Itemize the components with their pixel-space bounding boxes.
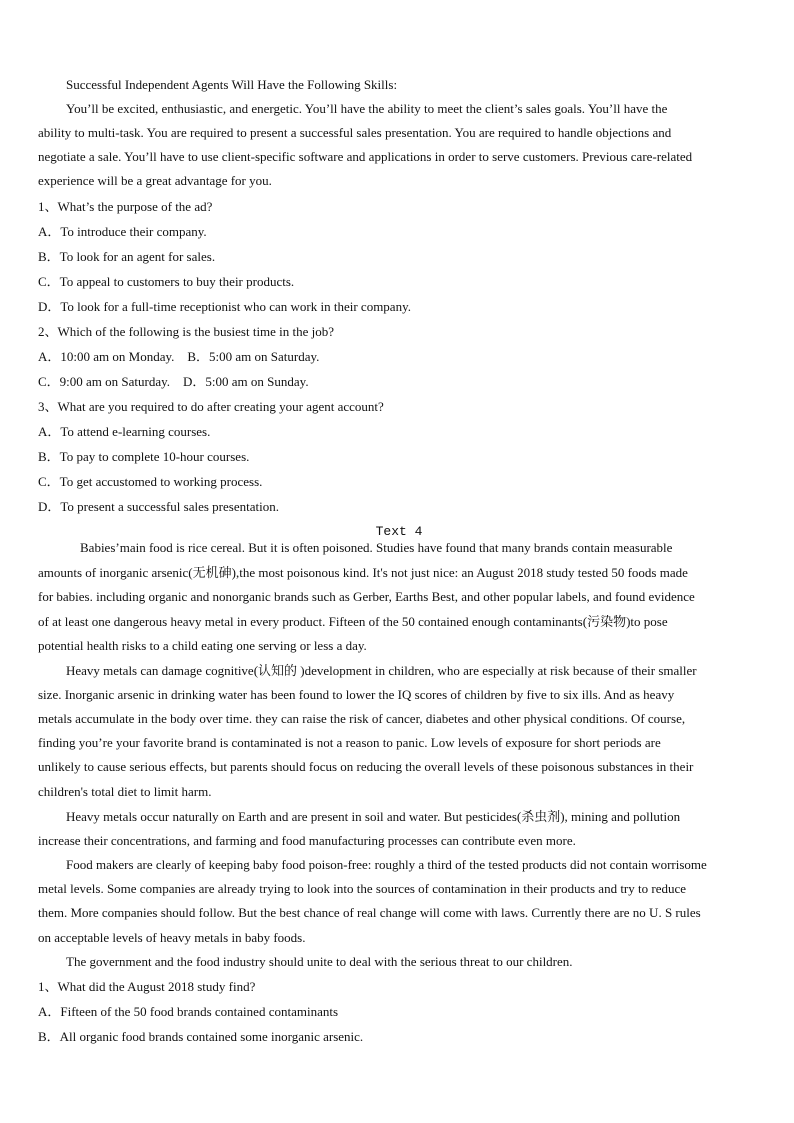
text4-p2-line: children's total diet to limit harm. [38, 784, 212, 799]
q1-option-c: C．To appeal to customers to buy their products. [38, 274, 295, 289]
text4-title: Text 4 [375, 524, 423, 539]
q1-option-d: D．To look for a full-time receptionist who can work in their company. [38, 299, 411, 314]
skills-para-line: ability to multi-task. You are required to present a successful sales presentation. You are required to handle objections and [38, 125, 672, 140]
skills-para-line: negotiate a sale. You’ll have to use client-specific software and applications in order to serve customers. Previous care-related [38, 149, 693, 164]
q3-option-c: C．To get accustomed to working process. [38, 474, 263, 489]
text4-p4-line: metal levels. Some companies are already trying to look into the sources of contamination in their products and try to reduce [38, 881, 687, 896]
q3-option-b: B．To pay to complete 10-hour courses. [38, 449, 250, 464]
text4-q1-option-a: A．Fifteen of the 50 food brands contained contaminants [38, 1004, 339, 1019]
q2-options-cd: C．9:00 am on Saturday. D．5:00 am on Sunday. [38, 374, 309, 389]
text4-p3-line: Heavy metals occur naturally on Earth and are present in soil and water. But pesticides(杀虫剂), mining and pollution [66, 809, 681, 824]
text4-p4-line: on acceptable levels of heavy metals in baby foods. [38, 930, 306, 945]
skills-para-line: You’ll be excited, enthusiastic, and energetic. You’ll have the ability to meet the client’s sales goals. You’ll have the [66, 101, 668, 116]
q3-option-d: D．To present a successful sales presentation. [38, 499, 279, 514]
text4-p5-line: The government and the food industry should unite to deal with the serious threat to our children. [66, 954, 573, 969]
q2-options-ab: A．10:00 am on Monday. B．5:00 am on Saturday. [38, 349, 320, 364]
q1-option-a: A．To introduce their company. [38, 224, 207, 239]
text4-p2-line: unlikely to cause serious effects, but parents should focus on reducing the overall levels of these poisonous substances in their [38, 759, 694, 774]
skills-heading: Successful Independent Agents Will Have the Following Skills: [66, 77, 398, 92]
question-3: 3、What are you required to do after creating your agent account? [38, 399, 384, 414]
text4-p4-line: Food makers are clearly of keeping baby food poison-free: roughly a third of the tested products did not contain worrisome [66, 857, 707, 872]
text4-p2-line: metals accumulate in the body over time. they can raise the risk of cancer, diabetes and other physical conditions. Of course, [38, 711, 686, 726]
question-1: 1、What’s the purpose of the ad? [38, 199, 213, 214]
text4-p2-line: Heavy metals can damage cognitive(认知的 )development in children, who are especially at risk because of their smaller [66, 663, 697, 678]
text4-q1-option-b: B．All organic food brands contained some inorganic arsenic. [38, 1029, 364, 1044]
text4-p1-line: of at least one dangerous heavy metal in every product. Fifteen of the 50 contained enough contaminants(污染物)to pose [38, 614, 668, 629]
text4-p2-line: size. Inorganic arsenic in drinking water has been found to lower the IQ scores of children by five to six ills. And as heavy [38, 687, 675, 702]
q3-option-a: A．To attend e-learning courses. [38, 424, 211, 439]
text4-question-1: 1、What did the August 2018 study find? [38, 979, 256, 994]
text4-p1-line: for babies. including organic and nonorganic brands such as Gerber, Earths Best, and other popular labels, and found evidence [38, 589, 695, 604]
q1-option-b: B．To look for an agent for sales. [38, 249, 216, 264]
text4-p1-line: potential health risks to a child eating one serving or less a day. [38, 638, 367, 653]
text4-p4-line: them. More companies should follow. But the best chance of real change will come with laws. Currently there are no U. S rules [38, 905, 701, 920]
skills-para-line: experience will be a great advantage for you. [38, 173, 272, 188]
question-2: 2、Which of the following is the busiest time in the job? [38, 324, 335, 339]
text4-p2-line: finding you’re your favorite brand is contaminated is not a reason to panic. Low levels of exposure for short periods are [38, 735, 661, 750]
text4-p1-line: amounts of inorganic arsenic(无机砷),the most poisonous kind. It's not just nice: an August 2018 study tested 50 foods made [38, 565, 688, 580]
text4-p1-line: Babies’main food is rice cereal. But it is often poisoned. Studies have found that many brands contain measurable [80, 540, 673, 555]
text4-p3-line: increase their concentrations, and farming and food manufacturing processes can contribute even more. [38, 833, 576, 848]
